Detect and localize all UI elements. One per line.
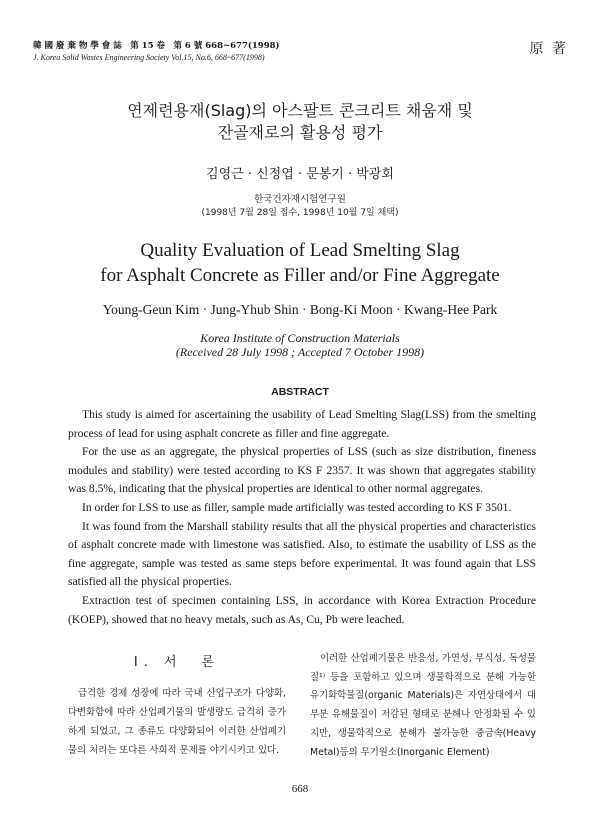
journal-citation — [33, 40, 453, 63]
left-column — [68, 684, 286, 760]
abstract-paragraph: This study is aimed for ascertaining the usability of Lead Smelting Slag(LSS) from the smelting process of lead for using asphalt concrete as filler and fine aggregate. — [68, 408, 536, 440]
body-paragraph: 이러한 산업폐기물은 반응성, 가연성, 부식성, 독성물질¹⁾ 등을 포함하고 있으며 생물학적으로 분해 가능한 유기화학물질(organic Materials)은 자연상태에서 대부분 유해물질이 저감된 형태로 분해나 안정화될 수 있지만, 생물학적으로 분해가 불가능한 중금속(Heavy Metal)등의 무기원소(Inorganic Element) — [310, 653, 536, 758]
korean-title — [60, 100, 540, 144]
korean-authors: 김영근 · 신정엽 · 문봉기 · 박광회 — [206, 167, 394, 182]
korean-title-line-2: 잔골재로의 활용성 평가 — [217, 123, 383, 142]
english-title — [40, 238, 560, 288]
abstract-paragraph: For the use as an aggregate, the physical properties of LSS (such as size distribution, fineness modules and stability) were tested according to KS F 2357. It was shown that aggregates stability was 8.5%, indicating that the physical properties are identical to other normal aggregates. — [68, 445, 536, 496]
korean-dates: (1998년 7월 28일 접수, 1998년 10월 7일 채택) — [201, 208, 399, 218]
korean-institution: 한국건자재시험연구원 — [254, 194, 346, 205]
article-type-label: 原 著 — [529, 41, 568, 57]
abstract-paragraph: In order for LSS to use as filler, sample made artificially was tested according to KS F 3501. — [82, 500, 512, 514]
english-title-line-1: Quality Evaluation of Lead Smelting Slag — [140, 240, 460, 261]
english-authors: Young-Geun Kim · Jung-Yhub Shin · Bong-Ki Moon · Kwang-Hee Park — [102, 302, 498, 317]
english-institution: Korea Institute of Construction Materials — [200, 331, 400, 345]
section-heading-introduction: Ⅰ. 서 론 — [133, 655, 221, 670]
abstract-paragraph: Extraction test of specimen containing LSS, in accordance with Korea Extraction Procedure (KOEP), showed that no heavy metals, such as As, Cu, Pb were leached. — [68, 593, 536, 626]
journal-korean-citation: 韓 國 廢 棄 物 學 會 誌 第 15 卷 第 6 號 668~677(1998) — [33, 41, 280, 51]
english-title-line-2: for Asphalt Concrete as Filler and/or Fine Aggregate — [100, 265, 500, 286]
journal-english-citation: J. Korea Solid Wastes Engineering Society Vol.15, No.6, 668~677(1998) — [33, 53, 265, 62]
korean-title-line-1: 연제련용재(Slag)의 아스팔트 콘크리트 채움재 및 — [127, 101, 473, 120]
abstract-heading: ABSTRACT — [271, 386, 329, 398]
abstract-paragraph: It was found from the Marshall stability results that all the physical properties and characteristics of asphalt concrete made with limestone was satisfied. Also, to estimate the usability of LSS as the fine aggregate, sample was tested as same steps before experimental. It was found again that LSS satisfied all the physical properties. — [68, 519, 536, 589]
page-number: 668 — [291, 783, 309, 795]
abstract-body — [68, 406, 536, 629]
english-dates: (Received 28 July 1998 ; Accepted 7 October 1998) — [175, 345, 425, 359]
right-column — [310, 650, 536, 762]
body-paragraph: 급격한 경제 성장에 따라 국내 산업구조가 다양화, 다변화함에 따라 산업폐기물의 발생량도 급격히 증가하게 되었고, 그 종류도 다양화되어 이러한 산업폐기물의 처리는 또다른 사회적 문제를 야기시키고 있다. — [68, 688, 286, 756]
